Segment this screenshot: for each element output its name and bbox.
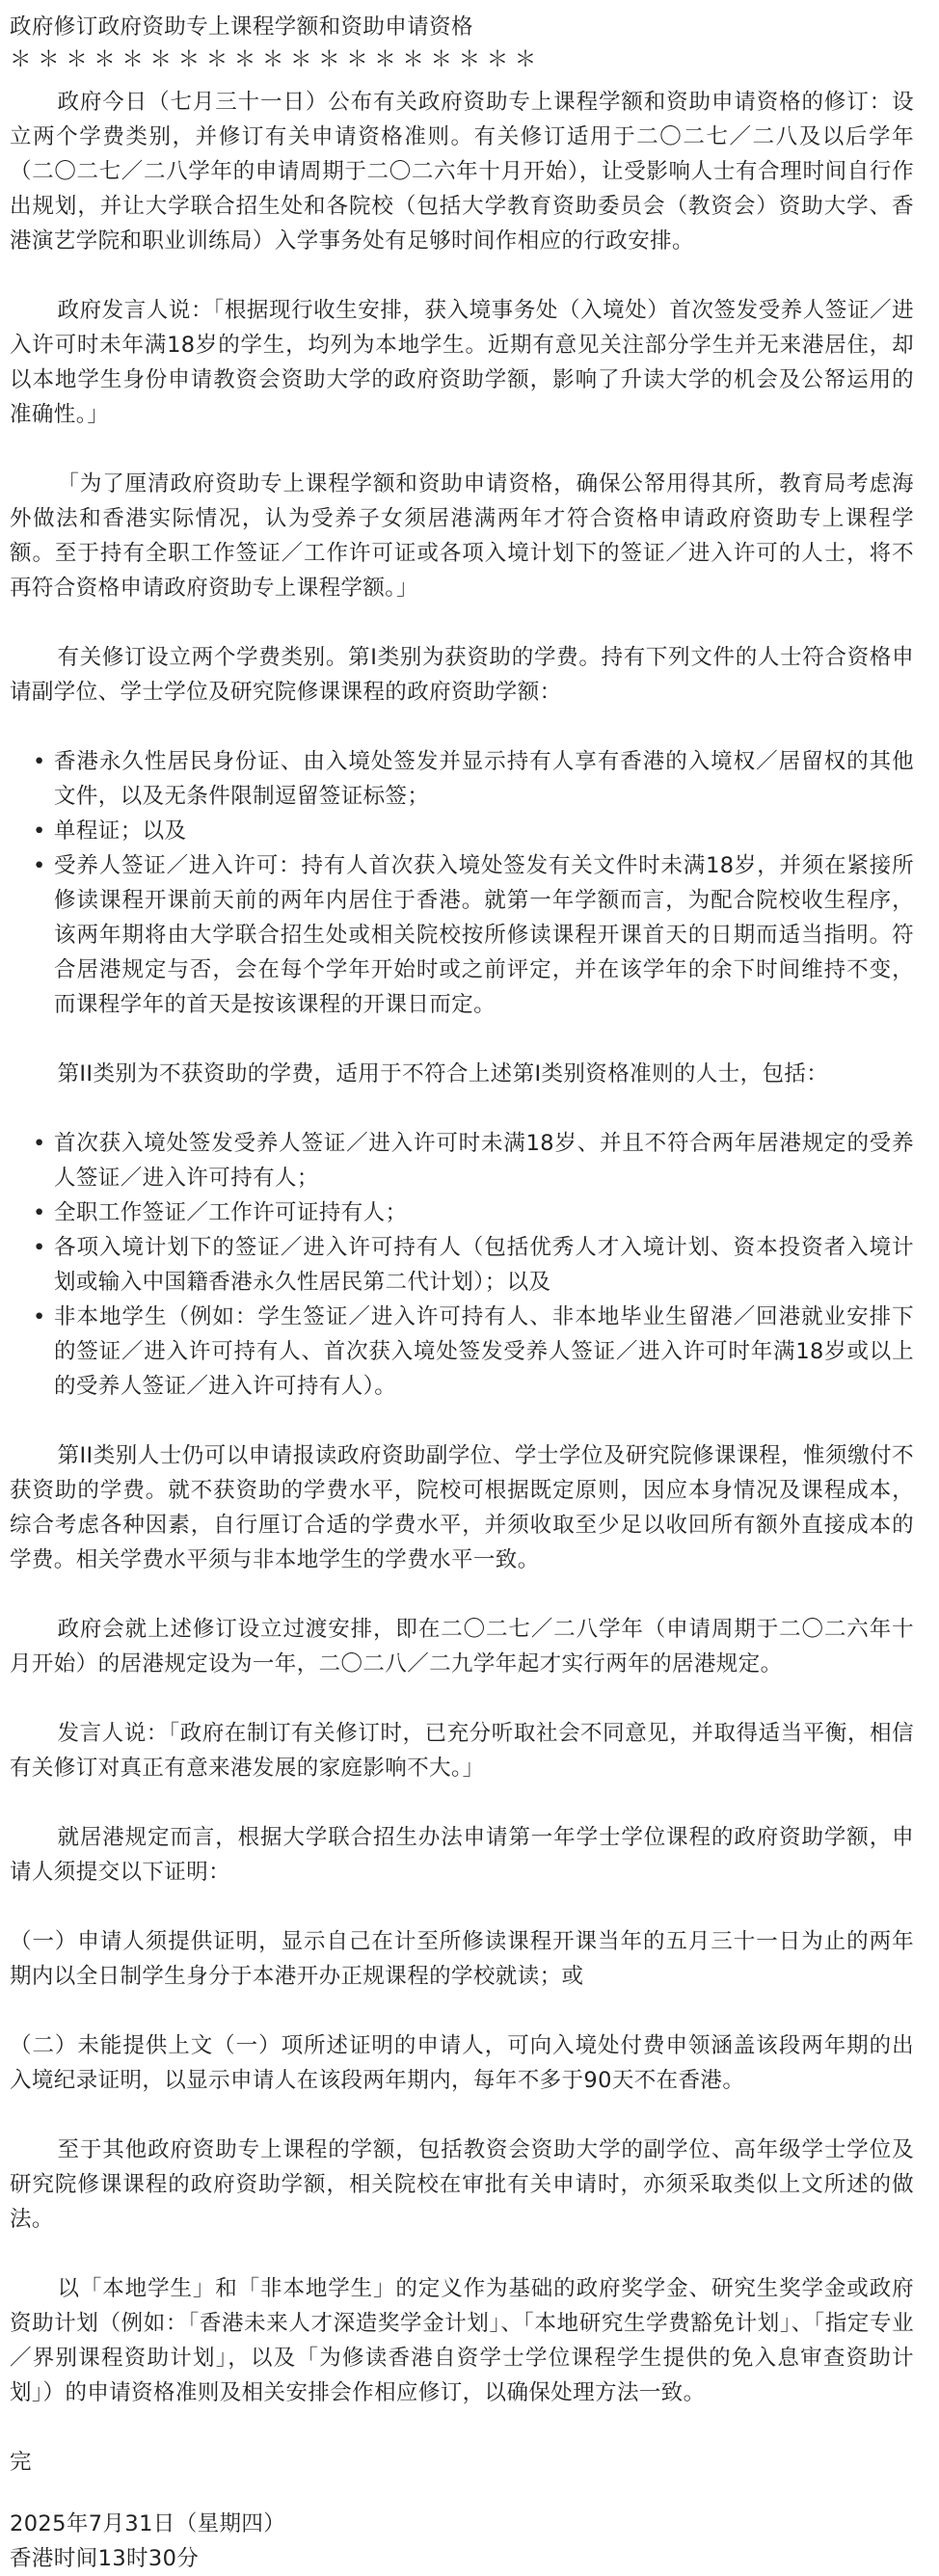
bullet-icon: •: [33, 1235, 46, 1260]
end-mark: 完: [10, 2450, 32, 2475]
list-item: • 受养人签证／进入许可：持有人首次获入境处签发有关文件时未满18岁，并须在紧接所修读课程开课前天前的两年内居住于香港。就第一年学额而言，为配合院校收生程序，该两年期将由大学联合招生处或相关院校按所修读课程开课首天的日期而适当指明。符合居港规定与否，会在每个学年开始时或之前评定，并在该学年的余下时间维持不变，而课程学年的首天是按该课程的开课日而定。: [54, 848, 914, 1022]
paragraph-category-2-fees: 第II类别人士仍可以申请报读政府资助副学位、学士学位及研究院修课课程，惟须缴付不获资助的学费。就不获资助的学费水平，院校可根据既定原则，因应本身情况及课程成本，综合考虑各种因素，自行厘订合适的学费水平，并须收取至少足以收回所有额外直接成本的学费。相关学费水平须与非本地学生的学费水平一致。: [10, 1443, 914, 1572]
page-title: 政府修订政府资助专上课程学额和资助申请资格: [10, 14, 473, 40]
category-1-list: [10, 744, 914, 1022]
title-separator: ＊＊＊＊＊＊＊＊＊＊＊＊＊＊＊＊＊＊＊: [10, 47, 543, 72]
paragraph-other-programmes: 至于其他政府资助专上课程的学额，包括教资会资助大学的副学位、高年级学士学位及研究院修课课程的政府资助学额，相关院校在审批有关申请时，亦须采取类似上文所述的做法。: [10, 2137, 914, 2232]
bullet-icon: •: [33, 1131, 46, 1156]
paragraph-spokesman-1: 政府发言人说：「根据现行收生安排，获入境事务处（入境处）首次签发受养人签证／进入许可时未年满18岁的学生，均列为本地学生。近期有意见关注部分学生并无来港居住，却以本地学生身份申请教资会资助大学的政府资助学额，影响了升读大学的机会及公帑运用的准确性。」: [10, 298, 914, 427]
bullet-icon: •: [33, 1304, 46, 1329]
paragraph-transition: 政府会就上述修订设立过渡安排，即在二〇二七／二八学年（申请周期于二〇二六年十月开始）的居港规定设为一年，二〇二八／二九学年起才实行两年的居港规定。: [10, 1617, 914, 1677]
list-item: • 各项入境计划下的签证／进入许可持有人（包括优秀人才入境计划、资本投资者入境计划或输入中国籍香港永久性居民第二代计划）；以及: [54, 1230, 914, 1300]
paragraph-category-1: 有关修订设立两个学费类别。第I类别为获资助的学费。持有下列文件的人士符合资格申请副学位、学士学位及研究院修课课程的政府资助学额：: [10, 645, 914, 705]
bullet-icon: •: [33, 749, 46, 774]
bullet-icon: •: [33, 1200, 46, 1225]
paragraph-intro: 政府今日（七月三十一日）公布有关政府资助专上课程学额和资助申请资格的修订：设立两个学费类别，并修订有关申请资格准则。有关修订适用于二〇二七／二八及以后学年（二〇二七／二八学年的申请周期于二〇二六年十月开始），让受影响人士有合理时间自行作出规划，并让大学联合招生处和各院校（包括大学教育资助委员会（教资会）资助大学、香港演艺学院和职业训练局）入学事务处有足够时间作相应的行政安排。: [10, 90, 914, 254]
list-item: • 单程证；以及: [54, 814, 914, 848]
category-2-list: [10, 1126, 914, 1404]
list-item: • 香港永久性居民身份证、由入境处签发并显示持有人享有香港的入境权／居留权的其他文件，以及无条件限制逗留签证标签；: [54, 744, 914, 814]
release-time: 香港时间13时30分: [10, 2546, 200, 2571]
release-date: 2025年7月31日（星期四）: [10, 2511, 286, 2536]
paragraph-proof-2: （二）未能提供上文（一）项所述证明的申请人，可向入境处付费申领涵盖该段两年期的出入境纪录证明，以显示申请人在该段两年期内，每年不多于90天不在香港。: [10, 2033, 914, 2093]
list-item: • 非本地学生（例如：学生签证／进入许可持有人、非本地毕业生留港／回港就业安排下的签证／进入许可持有人、首次获入境处签发受养人签证／进入许可时年满18岁或以上的受养人签证／进入许可持有人）。: [54, 1300, 914, 1404]
paragraph-scholarships: 以「本地学生」和「非本地学生」的定义作为基础的政府奖学金、研究生奖学金或政府资助计划（例如：「香港未来人才深造奖学金计划」、「本地研究生学费豁免计划」、「指定专业／界别课程资助计划」，以及「为修读香港自资学士学位课程学生提供的免入息审查资助计划」）的申请资格准则及相关安排会作相应修订，以确保处理方法一致。: [10, 2276, 914, 2405]
bullet-icon: •: [33, 853, 46, 878]
list-item: • 首次获入境处签发受养人签证／进入许可时未满18岁、并且不符合两年居港规定的受养人签证／进入许可持有人；: [54, 1126, 914, 1195]
paragraph-category-2: 第II类别为不获资助的学费，适用于不符合上述第I类别资格准则的人士，包括：: [57, 1061, 829, 1087]
bullet-icon: •: [33, 818, 46, 844]
list-item: • 全职工作签证／工作许可证持有人；: [54, 1195, 914, 1230]
paragraph-spokesman-3: 发言人说：「政府在制订有关修订时，已充分听取社会不同意见，并取得适当平衡，相信有关修订对真正有意来港发展的家庭影响不大。」: [10, 1721, 914, 1781]
paragraph-proof-1: （一）申请人须提供证明，显示自己在计至所修读课程开课当年的五月三十一日为止的两年期内以全日制学生身分于本港开办正规课程的学校就读；或: [10, 1929, 914, 1989]
paragraph-spokesman-2: 「为了厘清政府资助专上课程学额和资助申请资格，确保公帑用得其所，教育局考虑海外做法和香港实际情况，认为受养子女须居港满两年才符合资格申请政府资助专上课程学额。至于持有全职工作签证／工作许可证或各项入境计划下的签证／进入许可的人士，将不再符合资格申请政府资助专上课程学额。」: [10, 471, 914, 601]
paragraph-residence-proof: 就居港规定而言，根据大学联合招生办法申请第一年学士学位课程的政府资助学额，申请人须提交以下证明：: [10, 1825, 914, 1885]
